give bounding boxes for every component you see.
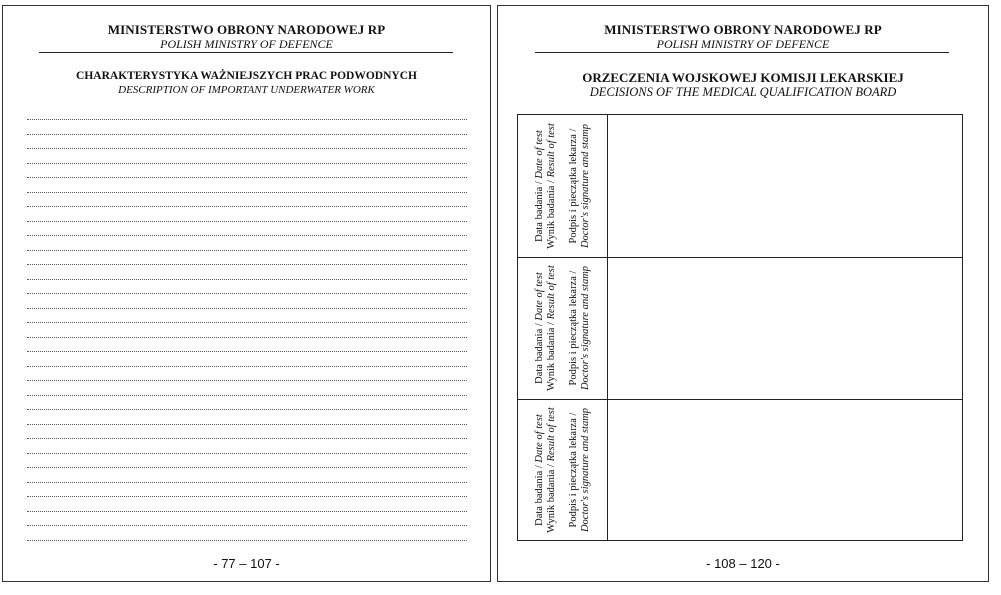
- writing-line[interactable]: [27, 235, 467, 236]
- writing-line[interactable]: [27, 395, 467, 396]
- writing-line[interactable]: [27, 221, 467, 222]
- writing-line[interactable]: [27, 293, 467, 294]
- right-page: [497, 5, 989, 582]
- writing-line[interactable]: [27, 206, 467, 207]
- row-label-cell: [518, 399, 607, 540]
- page-number: - 77 – 107 -: [213, 556, 280, 571]
- header-rule: [535, 52, 949, 53]
- entry-area[interactable]: [608, 257, 962, 399]
- entry-area[interactable]: [608, 115, 962, 257]
- writing-line[interactable]: [27, 177, 467, 178]
- writing-line[interactable]: [27, 424, 467, 425]
- writing-line[interactable]: [27, 540, 467, 541]
- writing-line[interactable]: [27, 134, 467, 135]
- writing-line[interactable]: [27, 496, 467, 497]
- page-title-pl: CHARAKTERYSTYKA WAŻNIEJSZYCH PRAC PODWODNYCH: [76, 70, 417, 82]
- ministry-name-en: POLISH MINISTRY OF DEFENCE: [656, 37, 830, 51]
- writing-line[interactable]: [27, 250, 467, 251]
- row-label-cell: [518, 115, 607, 257]
- writing-line[interactable]: [27, 380, 467, 381]
- ministry-name-en: POLISH MINISTRY OF DEFENCE: [160, 37, 333, 51]
- writing-line[interactable]: [27, 525, 467, 526]
- writing-line[interactable]: [27, 163, 467, 164]
- writing-line[interactable]: [27, 482, 467, 483]
- row-label-cell: [518, 257, 607, 399]
- date-result-label: Data badania / Date of test Wynik badania / Result of test: [533, 123, 557, 249]
- writing-line[interactable]: [27, 453, 467, 454]
- left-page: [2, 5, 491, 582]
- date-result-label: Data badania / Date of test Wynik badania / Result of test: [533, 265, 557, 391]
- ministry-name-pl: MINISTERSTWO OBRONY NARODOWEJ RP: [604, 22, 882, 37]
- table-row: [518, 115, 962, 257]
- decisions-table: [517, 114, 963, 541]
- writing-line[interactable]: [27, 366, 467, 367]
- date-result-label: Data badania / Date of test Wynik badania / Result of test: [533, 406, 557, 533]
- entry-area[interactable]: [608, 399, 962, 540]
- writing-line[interactable]: [27, 322, 467, 323]
- writing-line[interactable]: [27, 467, 467, 468]
- page-title-en: DECISIONS OF THE MEDICAL QUALIFICATION BOARD: [589, 85, 897, 99]
- writing-line[interactable]: [27, 409, 467, 410]
- writing-line[interactable]: [27, 119, 467, 120]
- writing-line[interactable]: [27, 148, 467, 149]
- writing-line[interactable]: [27, 511, 467, 512]
- writing-line[interactable]: [27, 279, 467, 280]
- signature-label: Podpis i pieczątka lekarza / Doctor's signature and stamp: [567, 123, 591, 249]
- page-title-pl: ORZECZENIA WOJSKOWEJ KOMISJI LEKARSKIEJ: [582, 70, 904, 85]
- writing-line[interactable]: [27, 192, 467, 193]
- writing-line[interactable]: [27, 337, 467, 338]
- writing-line[interactable]: [27, 438, 467, 439]
- page-number: - 108 – 120 -: [706, 556, 780, 571]
- signature-label: Podpis i pieczątka lekarza / Doctor's signature and stamp: [567, 407, 591, 532]
- table-row: [518, 399, 962, 540]
- ministry-name-pl: MINISTERSTWO OBRONY NARODOWEJ RP: [107, 22, 386, 37]
- writing-line[interactable]: [27, 264, 467, 265]
- table-row: [518, 257, 962, 399]
- header-rule: [39, 52, 453, 53]
- page-title-en: DESCRIPTION OF IMPORTANT UNDERWATER WORK: [118, 84, 375, 96]
- signature-label: Podpis i pieczątka lekarza / Doctor's signature and stamp: [567, 265, 591, 391]
- writing-line[interactable]: [27, 308, 467, 309]
- writing-line[interactable]: [27, 351, 467, 352]
